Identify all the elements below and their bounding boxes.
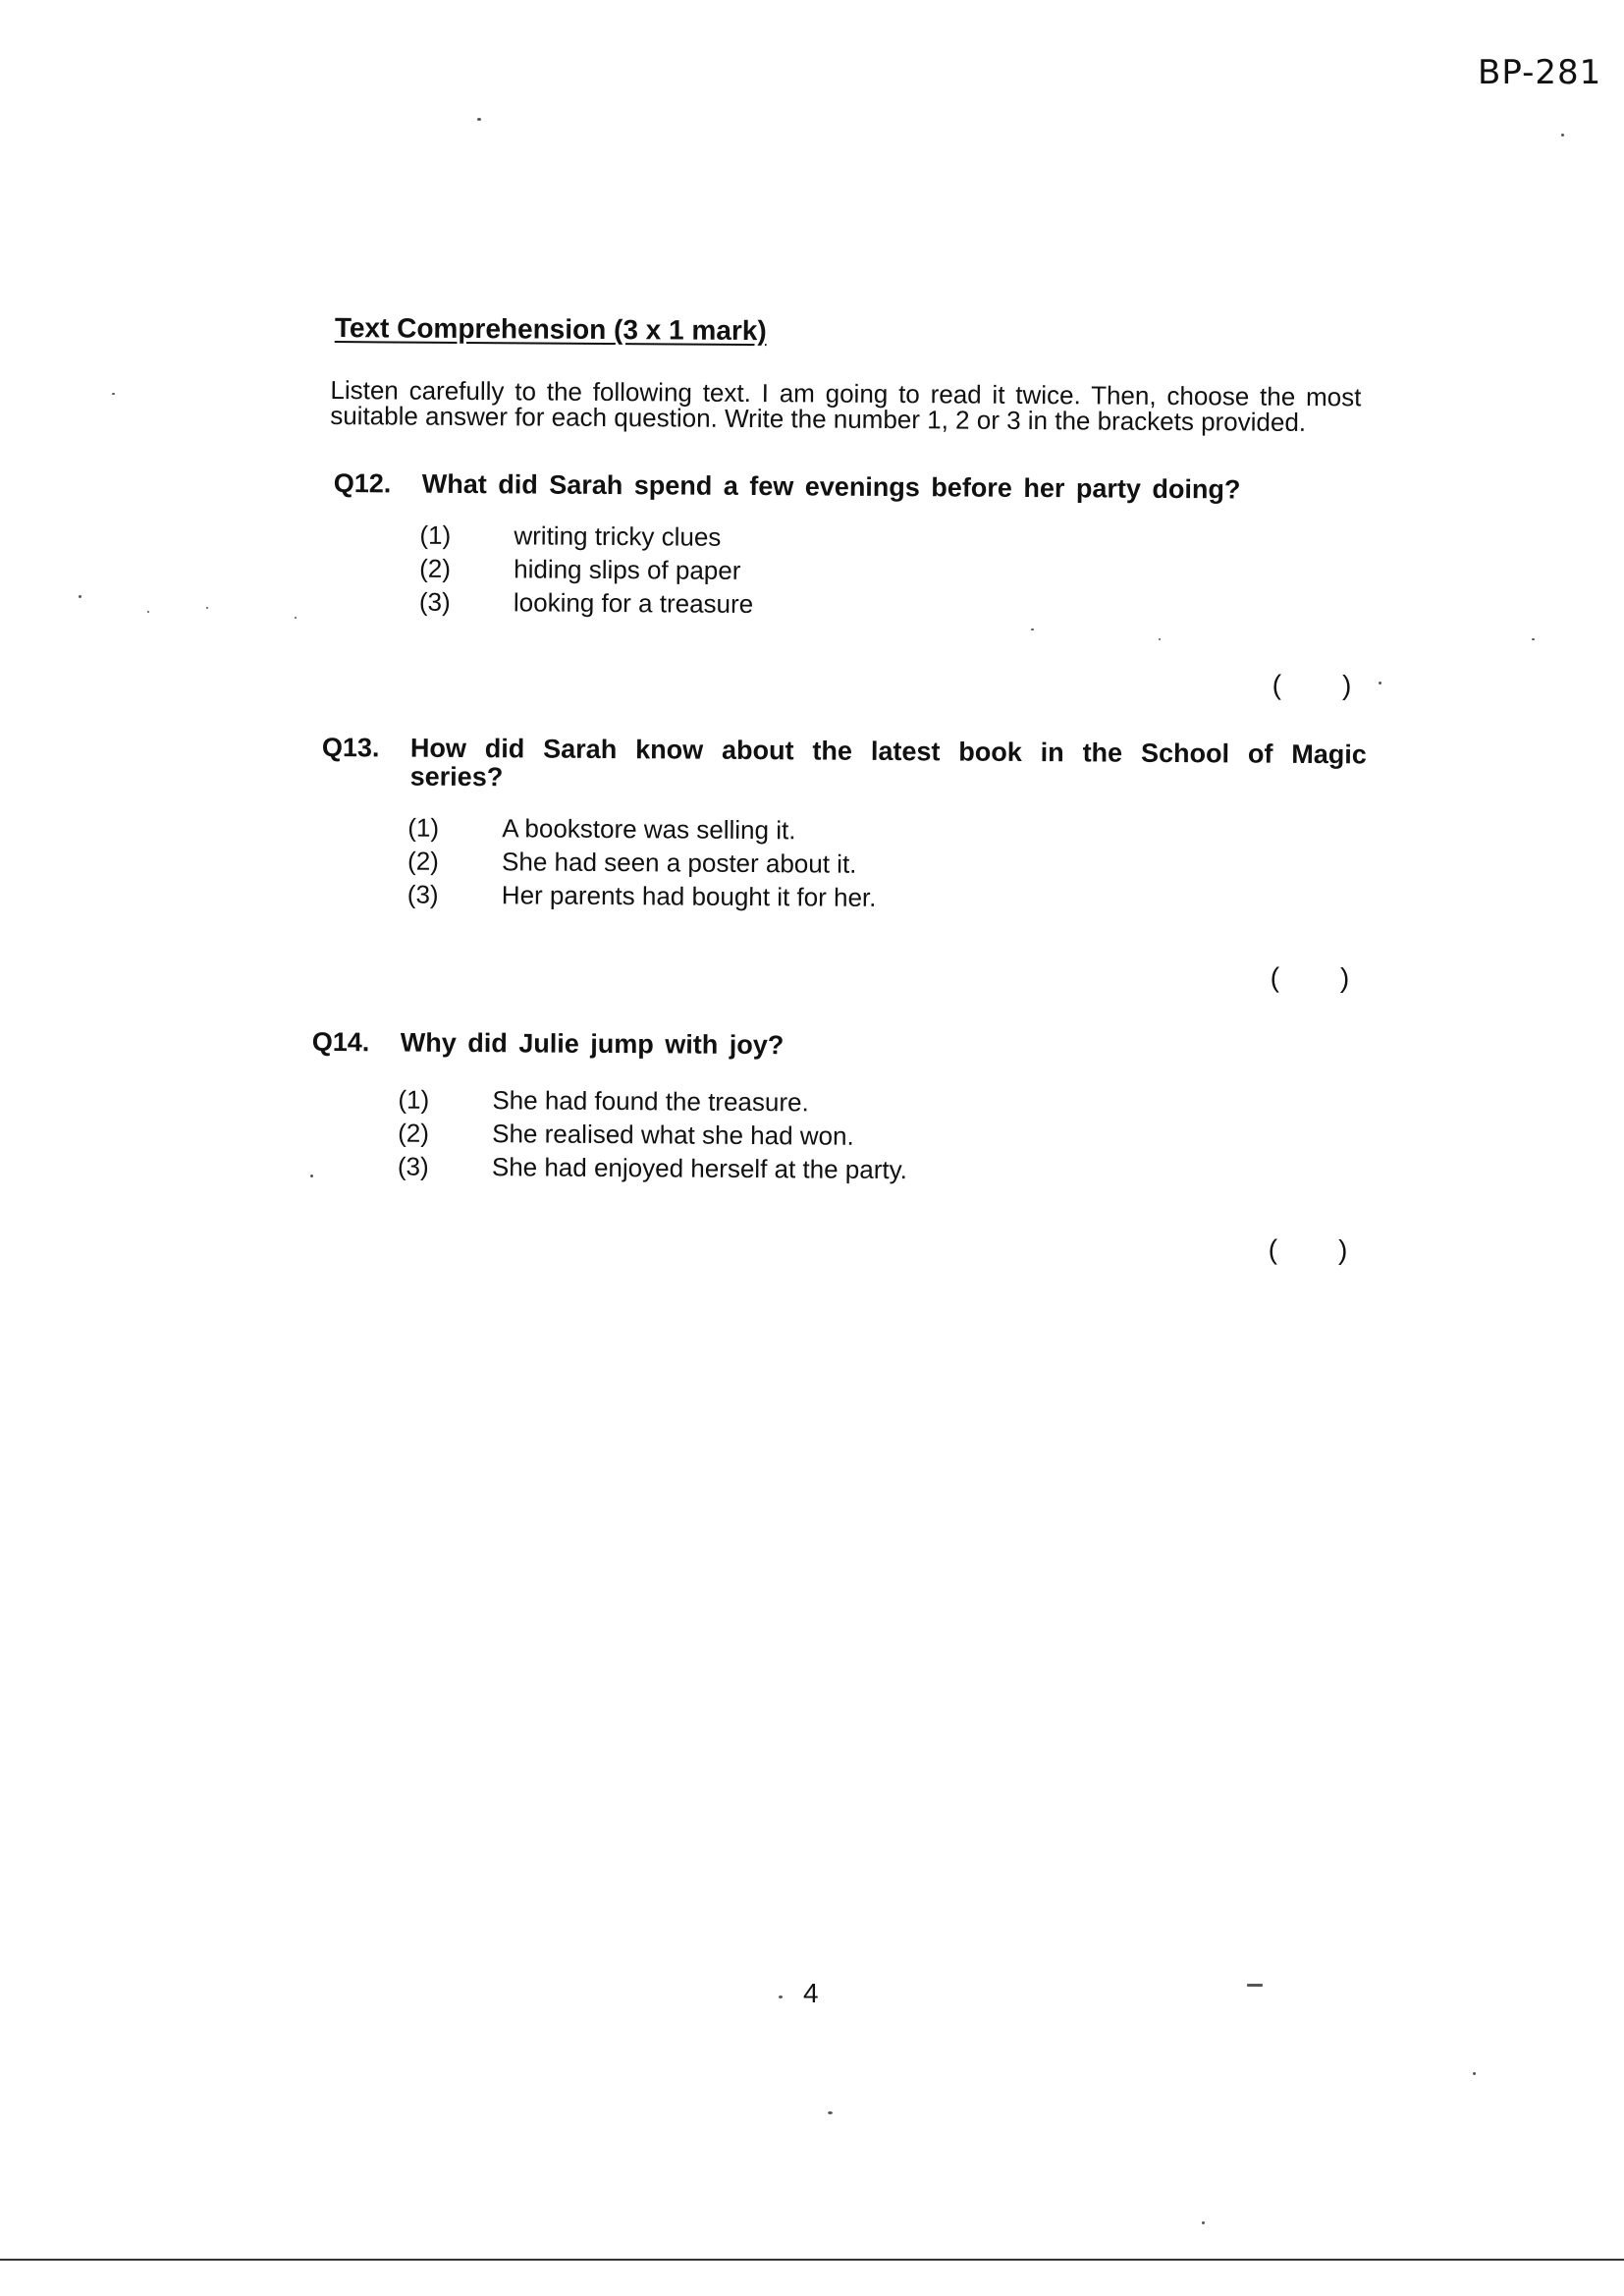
- option-text: She realised what she had won.: [492, 1119, 854, 1151]
- question-number: Q14.: [311, 1026, 370, 1058]
- section-heading: Text Comprehension (3 x 1 mark): [334, 312, 767, 347]
- scan-edge-line: [0, 2259, 1624, 2261]
- option-number: (3): [406, 879, 439, 909]
- question-14: [310, 1028, 1365, 1266]
- scan-speck: [1247, 1984, 1263, 1987]
- scan-speck: [828, 2111, 833, 2114]
- scan-speck: [310, 1175, 313, 1177]
- question-12: [332, 469, 1369, 701]
- option-text: She had found the treasure.: [492, 1085, 809, 1118]
- scan-speck: [1379, 682, 1381, 684]
- section-content: [311, 312, 1370, 1266]
- answer-brackets[interactable]: [310, 1228, 1363, 1266]
- question-13: [320, 734, 1367, 994]
- option-text: hiding slips of paper: [514, 554, 741, 585]
- close-bracket: ): [1337, 1234, 1348, 1266]
- option-list: [419, 519, 1369, 626]
- open-bracket: (: [1268, 1233, 1278, 1265]
- option-number: (3): [397, 1151, 429, 1181]
- scan-speck: [147, 611, 149, 613]
- option-text: Her parents had bought it for her.: [501, 880, 877, 912]
- option-number: (1): [407, 812, 440, 843]
- option-list: [407, 811, 1367, 918]
- open-bracket: (: [1270, 961, 1280, 993]
- close-bracket: ): [1339, 962, 1350, 994]
- question-header: [322, 734, 1367, 797]
- section-instructions: Listen carefully to the following text. I am going to read it twice. Then, choose the most suitable answer for each question. Write the number 1, 2 or 3 in the brackets provided.: [330, 375, 1362, 437]
- scan-speck: [79, 595, 81, 598]
- close-bracket: ): [1341, 670, 1352, 701]
- option-item: [419, 585, 1368, 626]
- option-item: [398, 1150, 1364, 1190]
- scan-speck: [295, 617, 297, 619]
- option-number: (2): [406, 846, 439, 876]
- question-text: How did Sarah know about the latest book in the School of Magic series?: [409, 733, 1367, 793]
- option-list: [398, 1083, 1365, 1190]
- question-text: Why did Julie jump with joy?: [400, 1027, 785, 1061]
- option-number: (2): [398, 1118, 430, 1148]
- scan-speck: [1159, 638, 1161, 640]
- answer-brackets[interactable]: [320, 956, 1365, 994]
- scan-speck: [1202, 2221, 1205, 2224]
- scan-speck: [206, 607, 208, 609]
- answer-space[interactable]: [1279, 962, 1340, 994]
- scan-speck: [1561, 134, 1564, 137]
- scan-speck: [1031, 629, 1034, 630]
- option-text: looking for a treasure: [513, 587, 754, 620]
- page-number: 4: [803, 1978, 819, 2008]
- option-number: (3): [418, 586, 451, 617]
- question-number: Q13.: [321, 732, 380, 763]
- question-header: [334, 469, 1369, 505]
- question-text: What did Sarah spend a few evenings before her party doing?: [421, 468, 1241, 505]
- question-header: [312, 1028, 1365, 1064]
- answer-brackets[interactable]: [332, 663, 1367, 701]
- option-item: [407, 878, 1366, 918]
- option-text: writing tricky clues: [514, 520, 722, 552]
- scan-speck: [477, 118, 481, 121]
- answer-space[interactable]: [1281, 670, 1342, 701]
- option-number: (1): [419, 519, 452, 550]
- paper-code: BP-281: [1478, 53, 1602, 92]
- option-number: (1): [398, 1084, 430, 1115]
- answer-space[interactable]: [1277, 1234, 1338, 1266]
- question-number: Q12.: [333, 468, 392, 499]
- option-text: A bookstore was selling it.: [502, 813, 796, 846]
- scan-speck: [1473, 2072, 1476, 2075]
- scan-speck: [112, 393, 115, 395]
- option-text: She had enjoyed herself at the party.: [491, 1152, 908, 1185]
- option-number: (2): [419, 553, 452, 583]
- scan-speck: [1532, 638, 1535, 640]
- option-text: She had seen a poster about it.: [501, 847, 857, 879]
- scan-speck: [779, 1995, 783, 1998]
- open-bracket: (: [1272, 669, 1282, 700]
